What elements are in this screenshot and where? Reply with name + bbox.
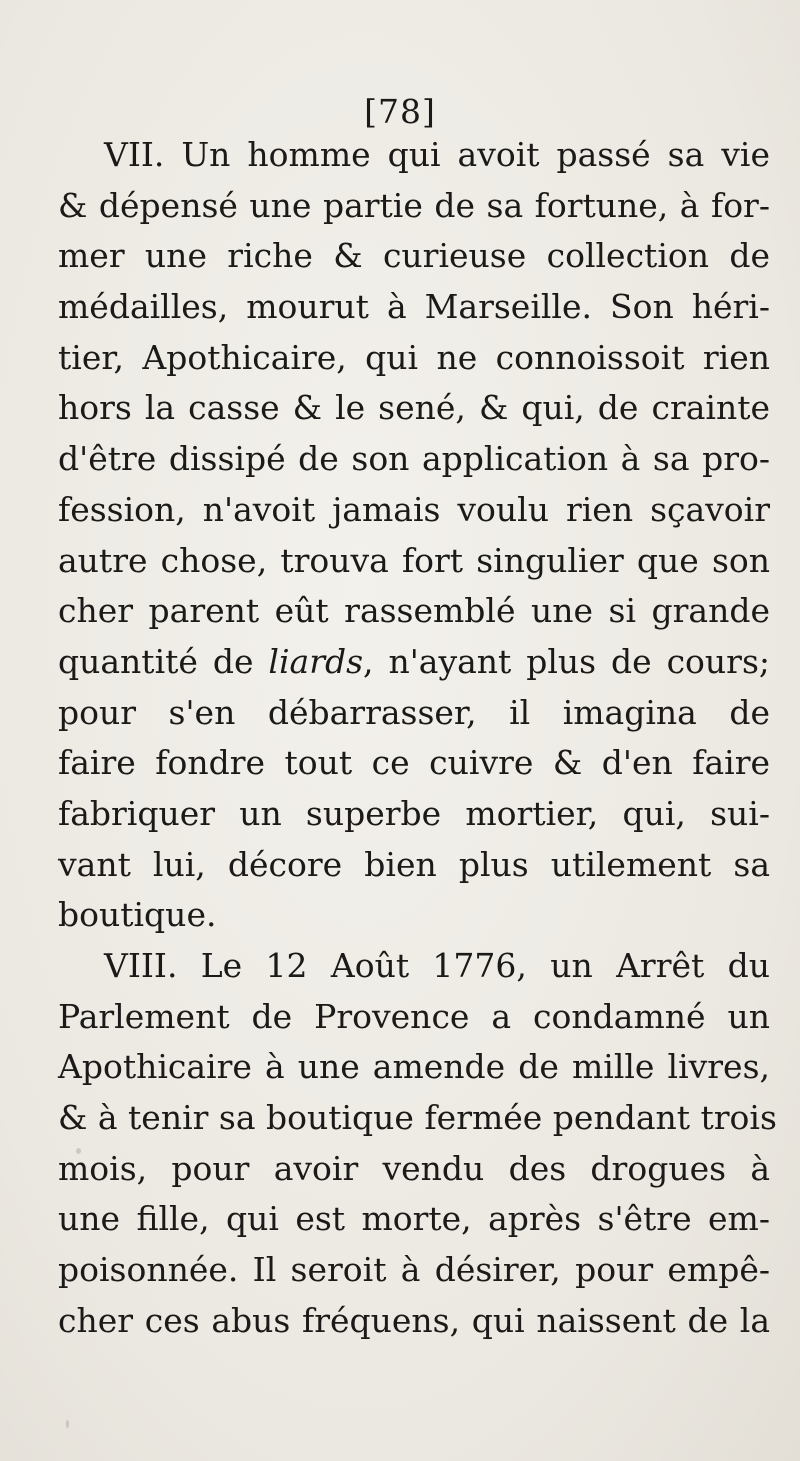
text-line: mois, pour avoir vendu des drogues à xyxy=(58,1148,770,1188)
text-line: poisonnée. Il seroit à désirer, pour empê- xyxy=(58,1250,770,1290)
text-line: VII. Un homme qui avoit passé sa vie xyxy=(104,135,770,174)
text-line: & à tenir sa boutique fermée pendant trois xyxy=(58,1098,777,1138)
body-text xyxy=(58,130,777,1347)
text-line: hors la casse & le sené, & qui, de crainte xyxy=(58,388,770,428)
paragraph xyxy=(58,130,770,941)
text-line: Parlement de Provence a condamné un xyxy=(58,996,770,1036)
text-line: une fille, qui est morte, après s'être em- xyxy=(58,1199,770,1239)
italic-word: liards xyxy=(268,641,364,681)
text-line: médailles, mourut à Marseille. Son héri- xyxy=(58,287,770,327)
text-line: fabriquer un superbe mortier, qui, sui- xyxy=(58,793,770,833)
text-line: & dépensé une partie de sa fortune, à for- xyxy=(58,185,770,225)
text-line: cher ces abus fréquens, qui naissent de la xyxy=(58,1300,770,1340)
paper-speck xyxy=(76,1148,81,1154)
text-line: Apothicaire à une amende de mille livres, xyxy=(58,1047,770,1087)
text-line: faire fondre tout ce cuivre & d'en faire xyxy=(58,743,770,783)
text-line: VIII. Le 12 Août 1776, un Arrêt du xyxy=(104,946,770,985)
text-line: mer une riche & curieuse collection de xyxy=(58,236,770,276)
text-line: autre chose, trouva fort singulier que son xyxy=(58,540,770,580)
text-line xyxy=(58,637,770,688)
text-line: tier, Apothicaire, qui ne connoissoit rien xyxy=(58,337,770,377)
text-line: fession, n'avoit jamais voulu rien sçavoir xyxy=(58,489,770,529)
text-line: vant lui, décore bien plus utilement sa xyxy=(58,844,770,884)
text-line: cher parent eût rassemblé une si grande xyxy=(58,591,770,631)
page-number: [78] xyxy=(364,92,436,131)
text-span: quantité de xyxy=(58,641,269,681)
text-span: , n'ayant plus de cours; xyxy=(363,641,771,681)
paragraph xyxy=(58,941,777,1347)
paper-speck xyxy=(66,1420,69,1428)
text-line: d'être dissipé de son application à sa pro- xyxy=(58,439,770,479)
text-line: boutique. xyxy=(58,895,217,935)
text-line: pour s'en débarrasser, il imagina de xyxy=(58,692,770,732)
